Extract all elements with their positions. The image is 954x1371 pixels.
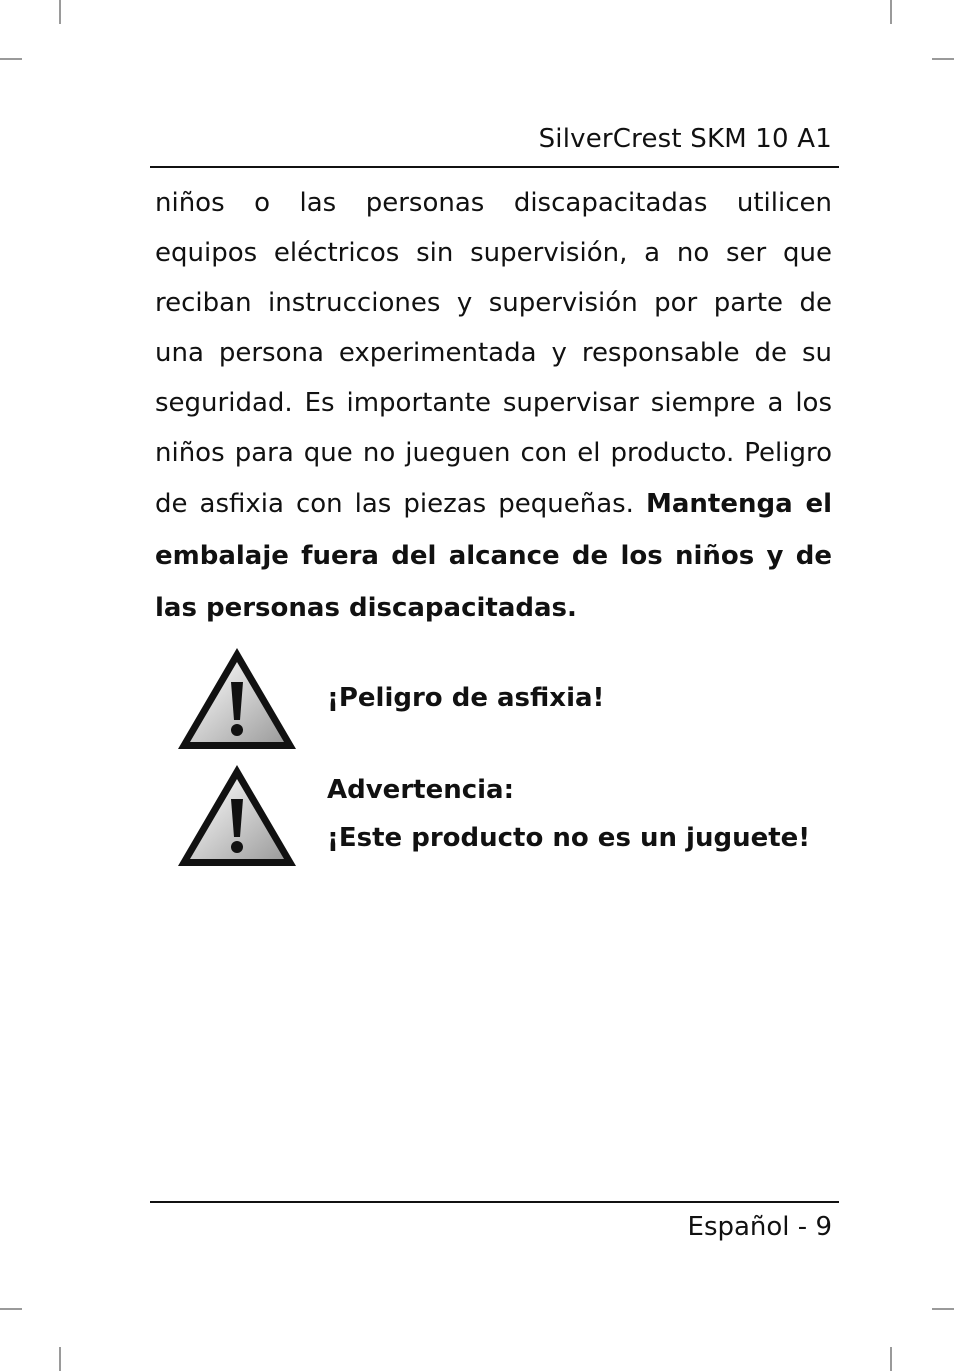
- body-paragraph: [155, 178, 832, 634]
- header-rule: [150, 166, 839, 168]
- crop-mark: [890, 1347, 892, 1371]
- crop-mark: [932, 58, 954, 60]
- crop-mark: [0, 58, 22, 60]
- page-header-title: SilverCrest SKM 10 A1: [538, 124, 832, 154]
- warning-heading: Advertencia:: [327, 775, 514, 805]
- crop-mark: [890, 0, 892, 24]
- body-text-bold: Mantenga el embalaje fuera del alcance de los niños y de las personas discapacitadas.: [155, 489, 832, 623]
- footer-rule: [150, 1201, 839, 1203]
- warning-triangle-icon: [176, 763, 298, 868]
- crop-mark: [59, 0, 61, 24]
- crop-mark: [0, 1308, 22, 1310]
- crop-mark: [932, 1308, 954, 1310]
- body-text-regular: niños o las personas discapacitadas utilicen equipos eléctricos sin supervisión, a no ser que reciban instrucciones y supervisión por parte de una persona experimentada y responsable de su seguridad. Es importante supervisar siempre a los niños para que no jueguen con el producto. Peligro de asfixia con las piezas pequeñas.: [155, 188, 832, 519]
- warning-choking-text: ¡Peligro de asfixia!: [327, 683, 605, 713]
- warning-triangle-icon: [176, 646, 298, 751]
- crop-mark: [59, 1347, 61, 1371]
- warning-toy-text: ¡Este producto no es un juguete!: [327, 823, 811, 853]
- page-number: Español - 9: [687, 1212, 832, 1242]
